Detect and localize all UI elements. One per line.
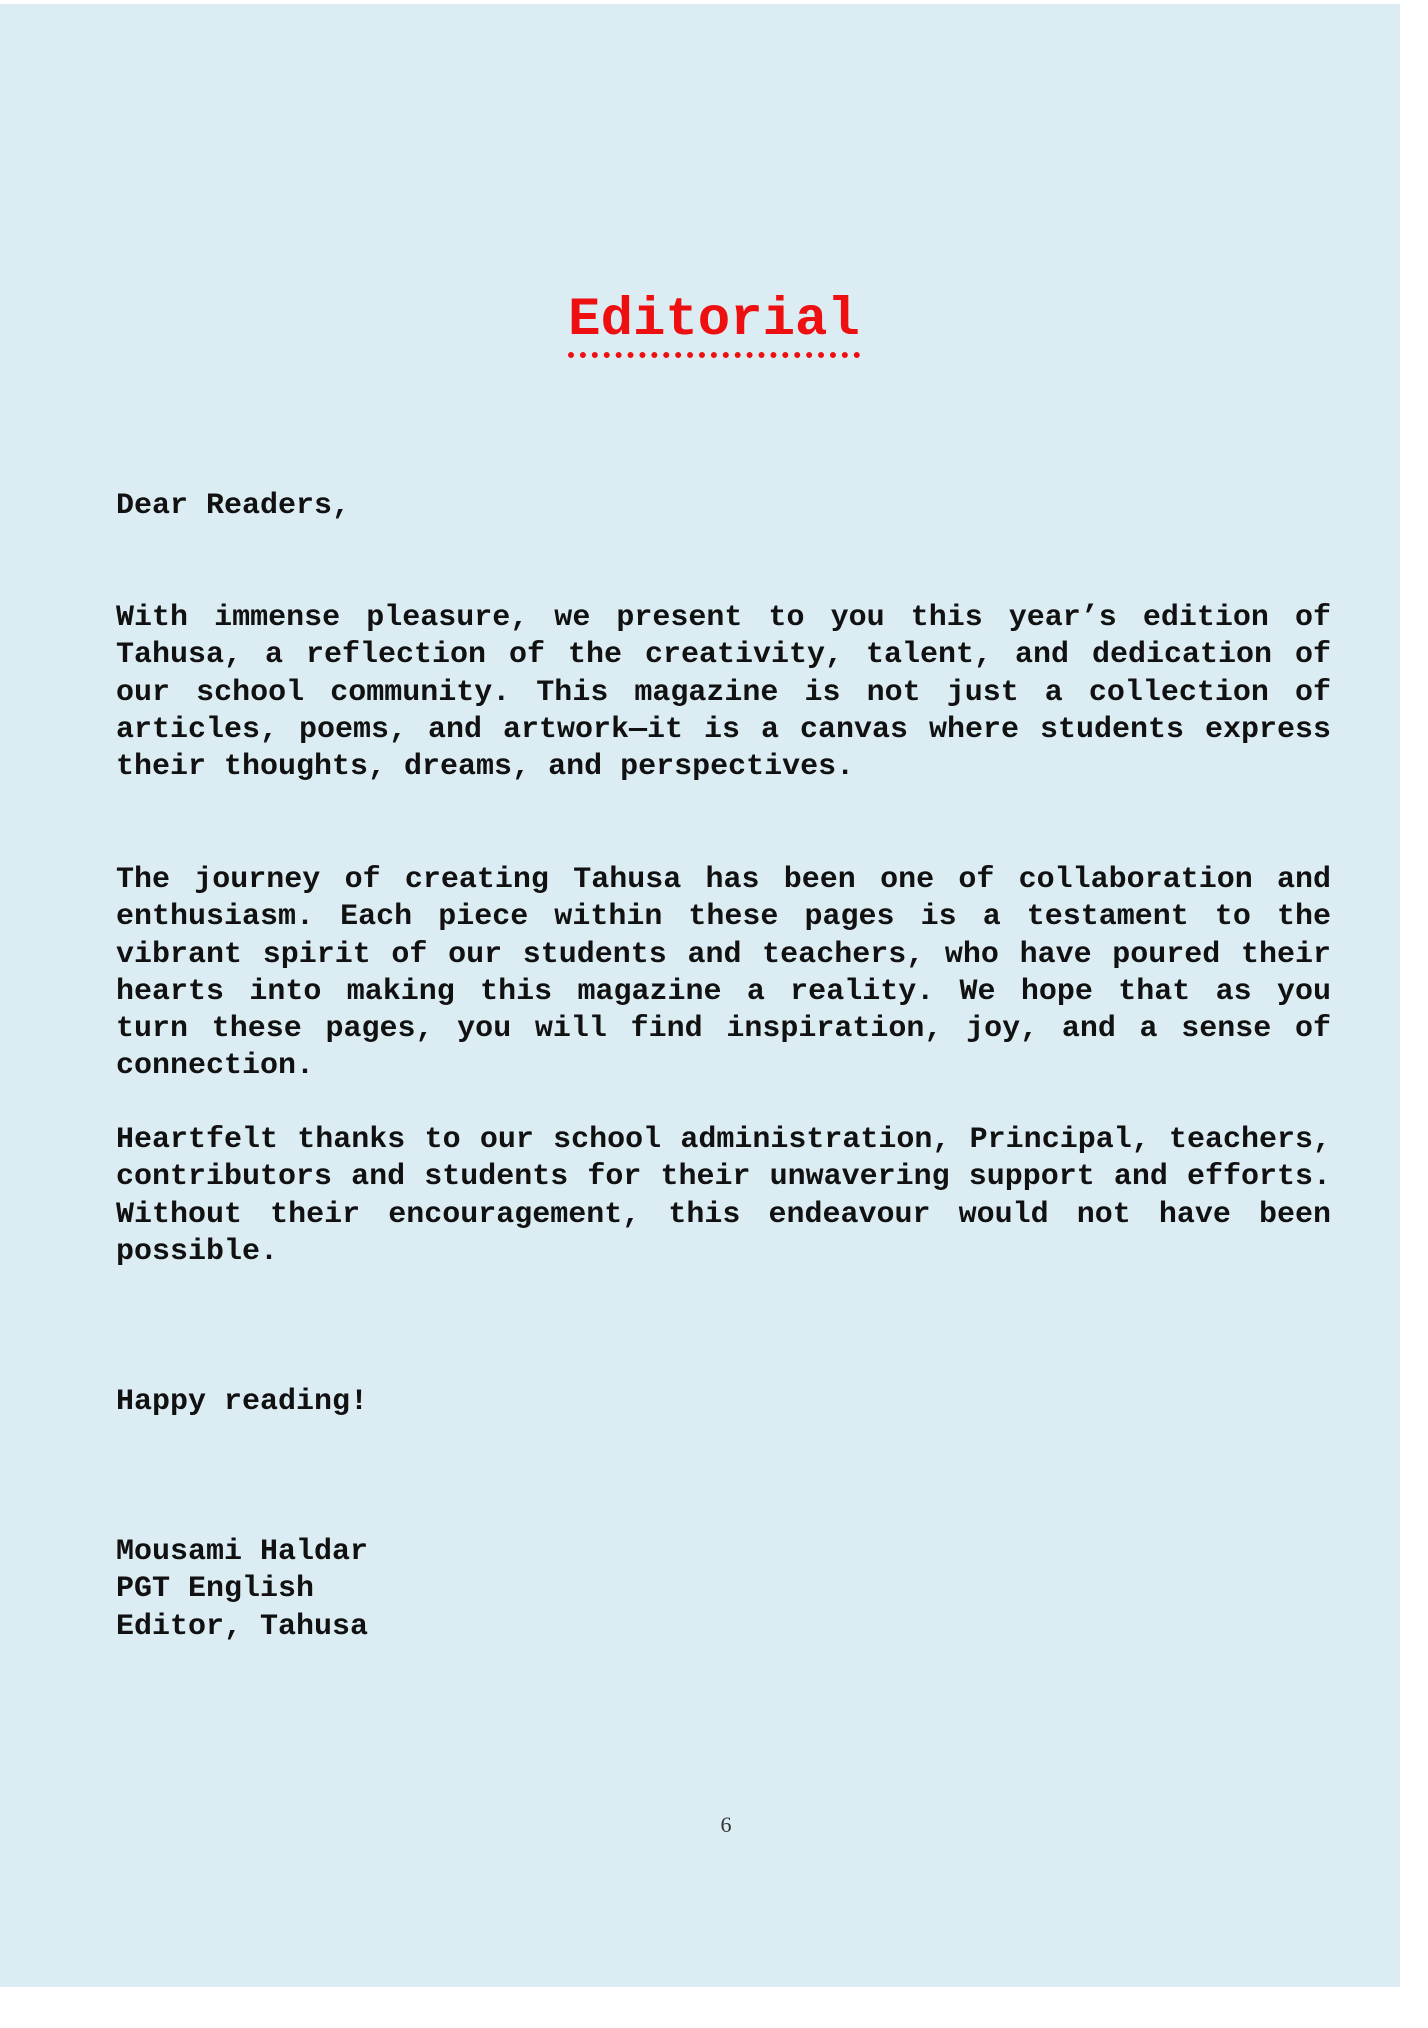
signature-designation: PGT English <box>116 1572 315 1607</box>
paragraph-1: With immense pleasure, we present to you this year’s edition of Tahusa, a reflection of the creativity, talent, and dedication of our school community. This magazine is not just a collection of articles, poems, and artwork—it is a canvas where students express their thoughts, dreams, and perspectives. <box>116 601 1331 785</box>
title-container <box>0 290 1428 358</box>
signature-name: Mousami Haldar <box>116 1535 369 1569</box>
page-number: 6 <box>720 1812 732 1837</box>
paragraph-2: The journey of creating Tahusa has been one of collaboration and enthusiasm. Each piece within these pages is a testament to the vibrant spirit of our students and teachers, who have poured their hearts into making this magazine a reality. We hope that as you turn these pages, you will find inspiration, joy, and a sense of connection. <box>116 863 1331 1084</box>
closing-line: Happy reading! <box>116 1385 369 1419</box>
page-title: Editorial <box>568 294 860 358</box>
paragraph-3: Heartfelt thanks to our school administration, Principal, teachers, contributors and students for their unwavering support and efforts. Without their encouragement, this endeavour would not have been possible. <box>116 1123 1331 1269</box>
signature-block <box>116 1534 368 1646</box>
editorial-page <box>0 4 1400 1987</box>
signature-role: Editor, Tahusa <box>116 1609 369 1644</box>
greeting: Dear Readers, <box>116 489 351 523</box>
